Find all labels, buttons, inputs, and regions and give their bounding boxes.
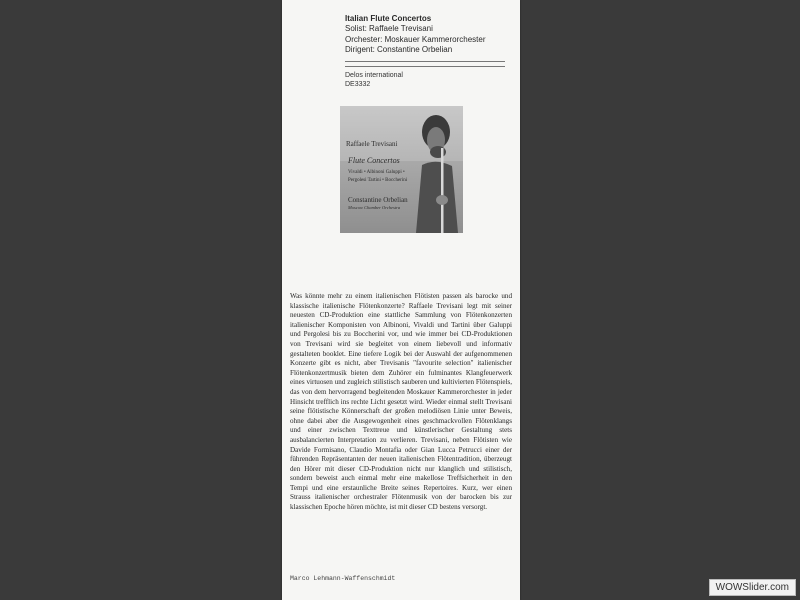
review-text: Was könnte mehr zu einem italienischen Flötisten passen als barocke und klassische italienische Flötenkonzerte? Raffaele Trevisani legt mit seiner neuesten CD-Produktion eine stattliche Sammlung von Flötenkonzerten italienischer Komponisten von Albinoni, Vivaldi und Tartini über Galuppi und Pergolesi bis zu Boccherini vor, und wie immer bei CD-Produktionen von Trevisani wird sie begleitet von einem liebevoll und informativ gestalteten booklet. Eine tiefere Logik bei der Auswahl der aufgenommenen Konzerte gibt es nicht, aber Trevisanis "favourite selection" italienischer Flötenkonzertmusik bieten dem Zuhörer ein fulminantes Klangfeuerwerk eines virtuosen und zugleich stilistisch sauberen und kultivierten Flötenspiels, das von dem hervorragend begleitenden Moskauer Kammerorchester in jeder Hinsicht trefflich ins rechte Licht gesetzt wird. Wieder einmal stellt Trevisani seine flötistische Könnerschaft der großen melodiösen Linie unter Beweis, ohne dabei aber die Ausgewogenheit eines geschmackvollen Flötenklangs und einer zwischen Texttreue und künstlerischer Gestaltung stets ausbalancierten Interpretation zu verlieren. Trevisani, neben Flötisten wie Davide Formisano, Claudio Montafia oder Gian Lucca Petrucci einer der führenden Repräsentanten der neuen italienischen Flötentradition, überzeugt den Hörer mit dieser CD-Produktion nicht nur klanglich und stilistisch, sondern beweist auch einmal mehr eine makellose Treffsicherheit in den Tempi und eine erstaunliche Breite seines Repertoires. Kurz, wer einen Strauss italienischer orchestraler Flötenmusik von der barocken bis zur klassischen Epoche hören möchte, ist mit dieser CD bestens versorgt. [290, 292, 512, 512]
album-title: Italian Flute Concertos [345, 14, 432, 23]
review-page [282, 0, 520, 600]
header-divider [345, 61, 505, 62]
cover-composers: Vivaldi • Albinoni Galuppi • Pergolesi Tartini • Boccherini [348, 170, 408, 183]
watermark-link[interactable]: WOWSlider.com [709, 579, 796, 596]
cover-title: Flute Concertos [348, 156, 400, 165]
album-cover-image [340, 106, 463, 233]
cover-soloist: Raffaele Trevisani [346, 140, 398, 148]
flutist-photo [412, 110, 458, 233]
orchestra-line: Orchester: Moskauer Kammerorchester [345, 34, 486, 44]
album-info-header [345, 14, 515, 56]
conductor-line: Dirigent: Constantine Orbelian [345, 45, 453, 54]
header-divider-2 [345, 66, 505, 67]
catalog-number: DE3332 [345, 81, 371, 88]
soloist-line: Solist: Raffaele Trevisani [345, 24, 433, 33]
cover-orchestra: Moscow Chamber Orchestra [348, 205, 401, 210]
review-author: Marco Lehmann-Waffenschmidt [290, 575, 396, 582]
record-label-name: Delos international [345, 72, 403, 79]
record-label-block [345, 71, 403, 89]
cover-conductor: Constantine Orbelian [348, 196, 408, 204]
